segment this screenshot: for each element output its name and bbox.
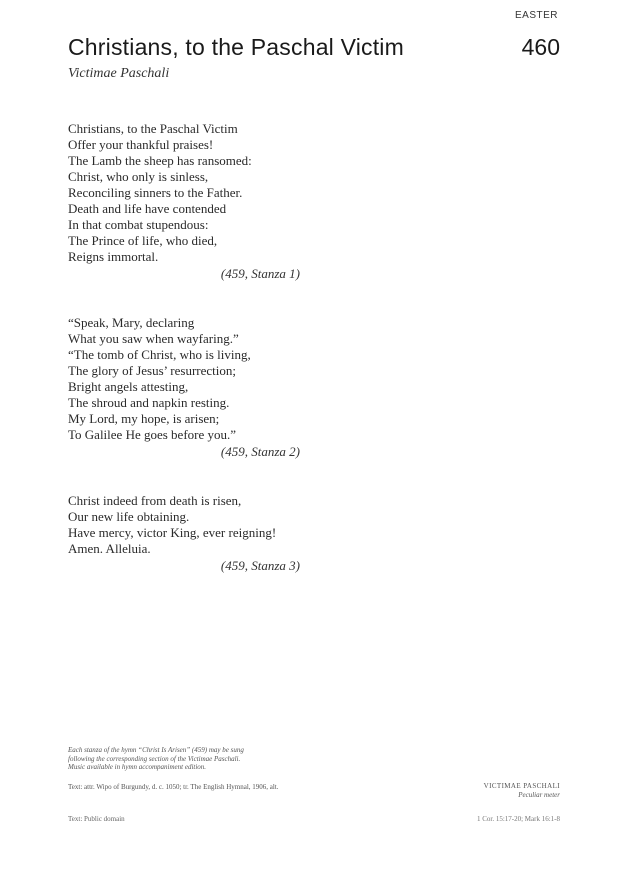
stanza-line: To Galilee He goes before you.” [68,427,237,442]
note-line: following the corresponding section of the Victimae Paschali. [68,754,241,763]
stanza-line: The Lamb the sheep has ransomed: [68,153,252,168]
stanza-line: “Speak, Mary, declaring [68,315,195,330]
stanza-line: “The tomb of Christ, who is living, [68,347,251,362]
hymn-title: Christians, to the Paschal Victim [68,34,404,60]
meter: Peculiar meter [518,791,560,799]
section-label: EASTER [514,10,558,21]
stanza-line: Death and life have contended [68,201,227,216]
text-credit: Text: attr. Wipo of Burgundy, d. c. 1050; tr. The English Hymnal, 1906, alt. [68,783,279,791]
stanza-line: My Lord, my hope, is arisen; [68,411,220,426]
scripture-reference: 1 Cor. 15:17-20; Mark 16:1-8 [476,815,560,823]
stanza-line: Offer your thankful praises! [68,137,214,152]
note-line: Each stanza of the hymn “Christ Is Arisen” (459) may be sung [68,746,244,754]
stanza-line: The glory of Jesus’ resurrection; [68,363,236,378]
stanza-line: Bright angels attesting, [68,379,189,394]
tune-info [484,782,560,800]
stanza-line: Reigns immortal. [68,249,159,264]
stanza-reference: (459, Stanza 1) [220,266,300,281]
stanza-line: Christ, who only is sinless, [68,169,209,184]
tune-name: VICTIMAE PASCHALI [483,782,560,790]
stanza-line: Our new life obtaining. [68,509,190,524]
stanza-line: Have mercy, victor King, ever reigning! [68,525,277,540]
stanza-line: Christians, to the Paschal Victim [68,121,238,136]
hymn-number: 460 [521,34,560,60]
stanza-reference: (459, Stanza 2) [220,444,300,459]
stanza-3 [68,493,338,574]
stanza-line: What you saw when wayfaring.” [68,331,239,346]
note-line: Music available in hymn accompaniment edition. [68,763,207,771]
stanza-line: The shroud and napkin resting. [68,395,230,410]
performance-note [68,746,328,772]
copyright-notice: Text: Public domain [68,815,125,823]
stanza-1 [68,121,338,282]
stanza-line: Christ indeed from death is risen, [68,493,242,508]
stanza-line: Amen. Alleluia. [68,541,151,556]
stanza-line: The Prince of life, who died, [68,233,218,248]
stanza-line: In that combat stupendous: [68,217,209,232]
hymn-subtitle: Victimae Paschali [68,66,170,81]
stanza-line: Reconciling sinners to the Father. [68,185,243,200]
stanza-2 [68,315,338,460]
stanza-reference: (459, Stanza 3) [220,558,300,573]
